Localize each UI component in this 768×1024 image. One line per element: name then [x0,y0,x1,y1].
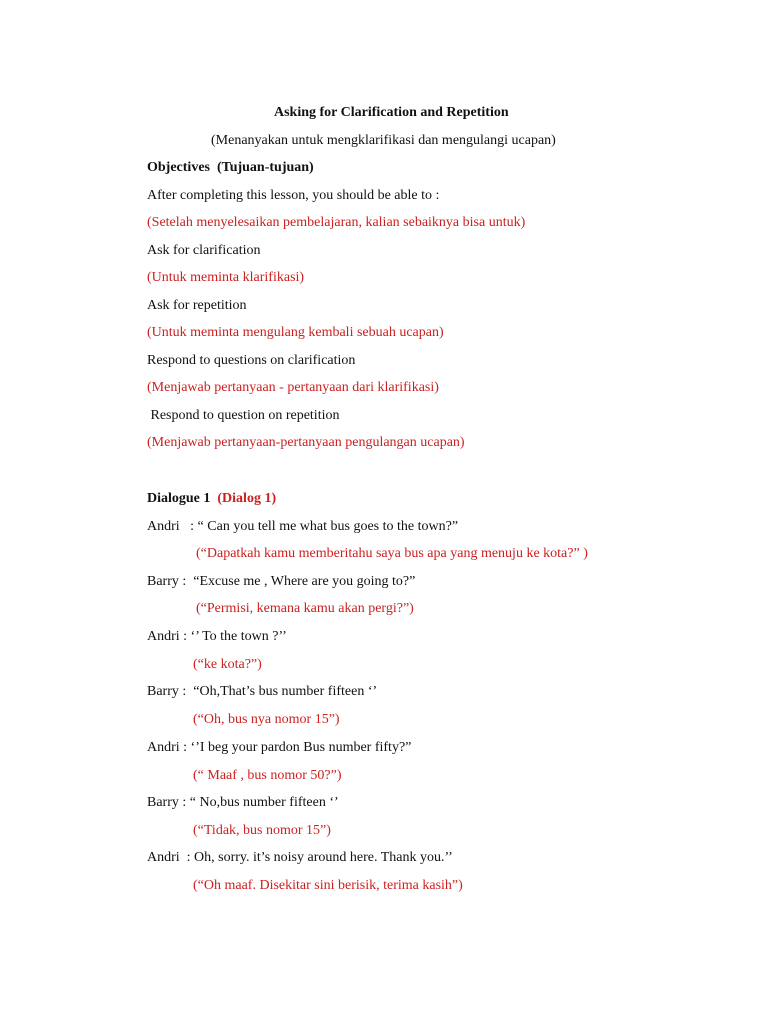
dialogue-line: Barry : “ No,bus number fifteen ‘’ [147,795,339,810]
dialogue-heading-label: Dialogue 1 [147,491,211,506]
dialogue-line: Andri : “ Can you tell me what bus goes to the town?” [147,519,459,534]
objectives-intro-translation: (Setelah menyelesaikan pembelajaran, kalian sebaiknya bisa untuk) [147,215,526,230]
objective-item: Ask for clarification [147,243,261,258]
document-title: Asking for Clarification and Repetition [274,105,509,120]
dialogue-line-translation: (“ke kota?”) [193,657,262,672]
dialogue-heading [147,490,276,508]
dialogue-line: Barry : “Excuse me , Where are you going to?” [147,574,416,589]
objective-item: Respond to question on repetition [147,408,340,423]
dialogue-line: Andri : ‘’I beg your pardon Bus number fifty?” [147,740,412,755]
objective-item-translation: (Menjawab pertanyaan - pertanyaan dari klarifikasi) [147,380,439,395]
objective-item: Respond to questions on clarification [147,353,356,368]
document-subtitle: (Menanyakan untuk mengklarifikasi dan mengulangi ucapan) [211,133,556,148]
dialogue-line: Andri : Oh, sorry. it’s noisy around here. Thank you.’’ [147,850,453,865]
dialogue-line: Barry : “Oh,That’s bus number fifteen ‘’ [147,684,378,699]
objective-item-translation: (Untuk meminta klarifikasi) [147,270,305,285]
objective-item-translation: (Menjawab pertanyaan-pertanyaan pengulangan ucapan) [147,435,465,450]
dialogue-line-translation: (“Permisi, kemana kamu akan pergi?”) [196,601,414,616]
dialogue-line-translation: (“Oh maaf. Disekitar sini berisik, terima kasih”) [193,878,463,893]
dialogue-line-translation: (“Tidak, bus nomor 15”) [193,823,331,838]
objective-item: Ask for repetition [147,298,247,313]
dialogue-line-translation: (“ Maaf , bus nomor 50?”) [193,768,342,783]
objectives-intro: After completing this lesson, you should be able to : [147,188,440,203]
objective-item-translation: (Untuk meminta mengulang kembali sebuah ucapan) [147,325,444,340]
dialogue-line-translation: (“Dapatkah kamu memberitahu saya bus apa yang menuju ke kota?” ) [196,546,588,561]
objectives-heading: Objectives (Tujuan-tujuan) [147,160,314,175]
dialogue-heading-translation: (Dialog 1) [217,491,277,506]
dialogue-line: Andri : ‘’ To the town ?’’ [147,629,287,644]
dialogue-line-translation: (“Oh, bus nya nomor 15”) [193,712,340,727]
